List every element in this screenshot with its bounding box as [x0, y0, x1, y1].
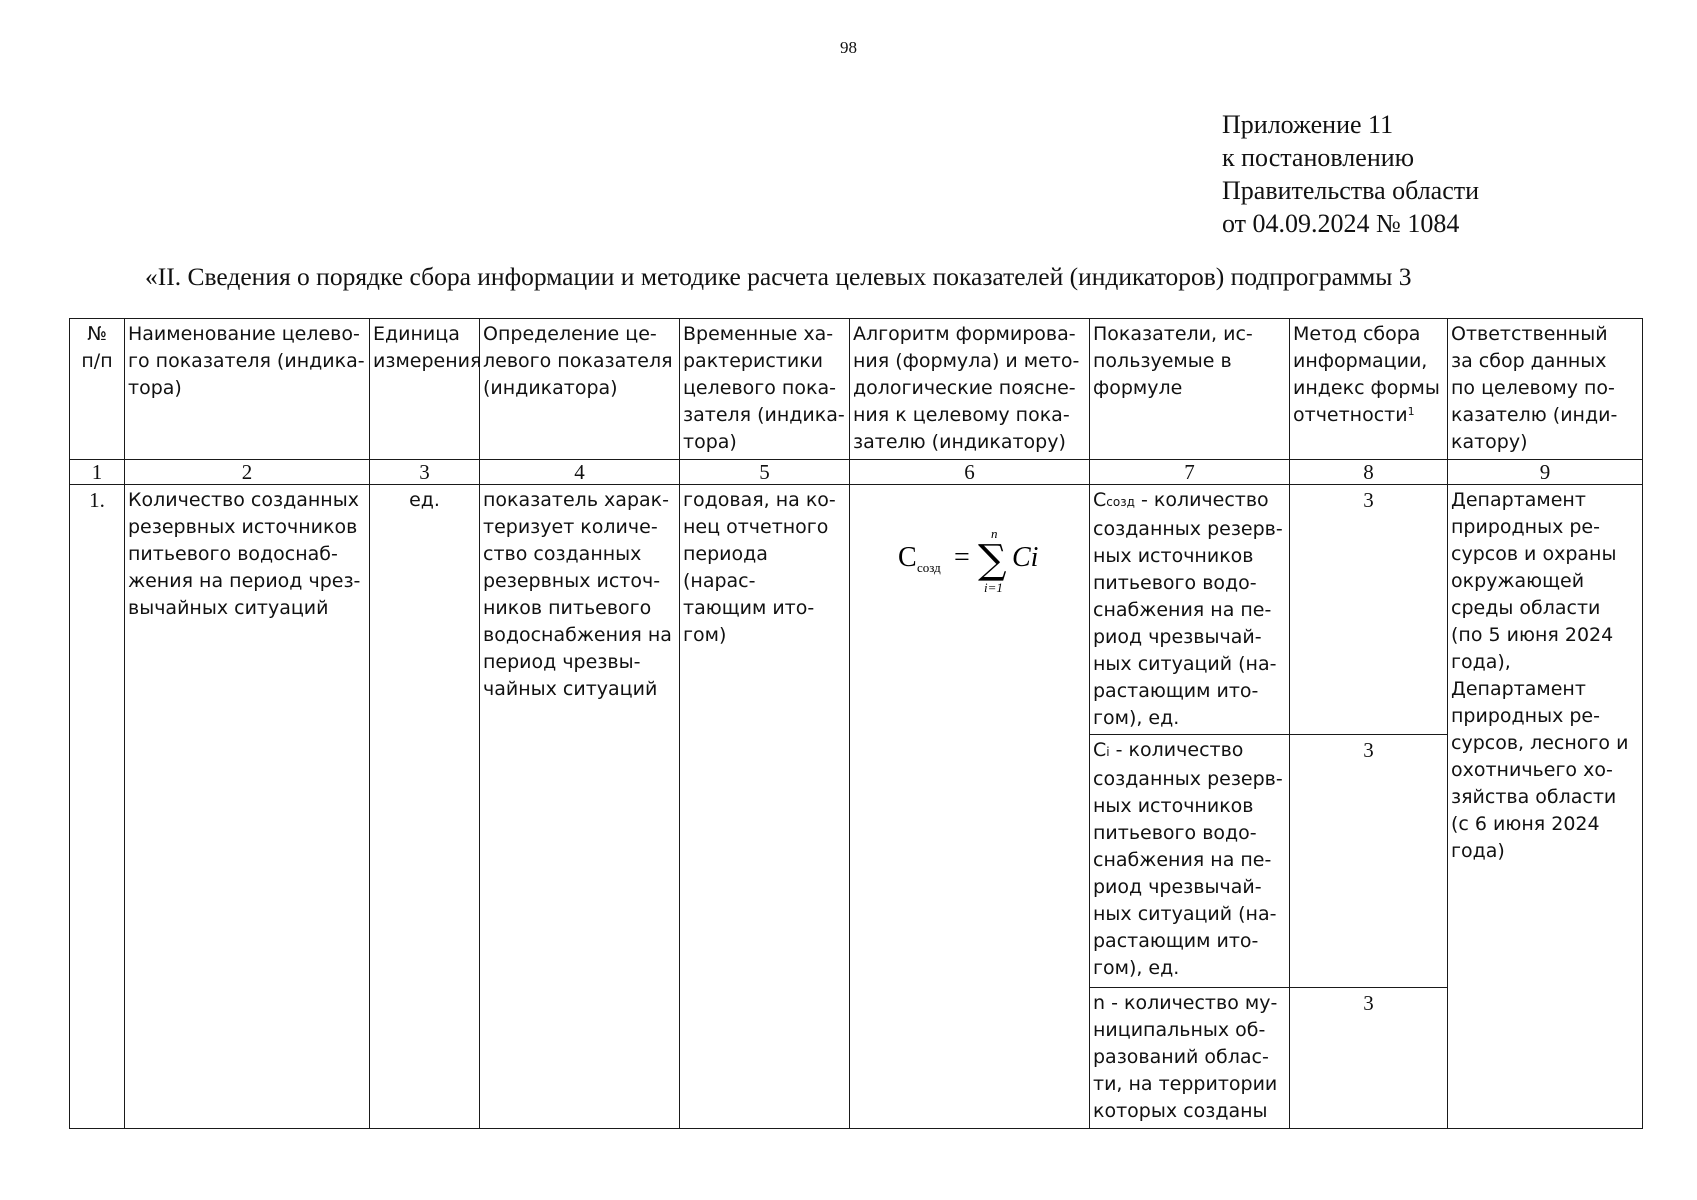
- column-number: 9: [1448, 460, 1643, 485]
- table-header-row: [70, 319, 1643, 460]
- variable-symbol-sub: созд: [1106, 495, 1135, 509]
- formula-lhs-sub: созд: [916, 560, 941, 575]
- header-cell-unit: Единица измерения: [370, 319, 480, 460]
- header-cell-num: № п/п: [70, 319, 125, 460]
- column-number: 2: [125, 460, 370, 485]
- column-number: 3: [370, 460, 480, 485]
- indicators-table: [69, 318, 1643, 1129]
- document-title: «II. Сведения о порядке сбора информации и методике расчета целевых показателей (индикаторов) подпрограммы 3: [145, 262, 1412, 291]
- variable-symbol: С: [1093, 739, 1107, 761]
- column-number: 7: [1090, 460, 1290, 485]
- column-number: 4: [480, 460, 680, 485]
- header-cell-algorithm: Алгоритм формирова- ния (формула) и мето- дологические поясне- ния к целевому пока- зателю (индикатору): [850, 319, 1090, 460]
- header-cell-definition: Определение це- левого показателя (индикатора): [480, 319, 680, 460]
- formula-term: Ci: [1011, 542, 1038, 573]
- appendix-block: [1222, 108, 1479, 240]
- method-value: 3: [1290, 485, 1448, 735]
- column-number: 6: [850, 460, 1090, 485]
- indicator-variable-cell: [1090, 485, 1290, 735]
- indicator-unit: ед.: [370, 485, 480, 1129]
- sum-formula: [890, 526, 1050, 596]
- formula-cell: [850, 485, 1090, 1129]
- header-cell-indicators: Показатели, ис- пользуемые в формуле: [1090, 319, 1290, 460]
- header-cell-name: Наименование целево- го показателя (индика- тора): [125, 319, 370, 460]
- column-number: 8: [1290, 460, 1448, 485]
- appendix-line: Приложение 11: [1222, 110, 1394, 139]
- variable-description: - количество созданных резерв- ных источников питьевого водо- снабжения на пе- риод чрезвычай- ных ситуаций (на- растающим ито- гом), ед.: [1093, 489, 1283, 729]
- header-cell-responsible: Ответственный за сбор данных по целевому по- казателю (инди- катору): [1448, 319, 1643, 460]
- indicator-variable-cell: [1090, 988, 1290, 1129]
- formula-sum-upper: n: [990, 526, 997, 541]
- formula-equals: =: [953, 542, 970, 573]
- method-value: 3: [1290, 735, 1448, 988]
- indicator-timing: годовая, на ко- нец отчетного периода (нарас- тающим ито- гом): [680, 485, 850, 1129]
- indicator-name: Количество созданных резервных источников питьевого водоснаб- жения на период чрез- вычайных ситуаций: [125, 485, 370, 1129]
- formula-sum-symbol: ∑: [977, 537, 1007, 583]
- formula-lhs: С: [897, 542, 917, 573]
- appendix-line: Правительства области: [1222, 176, 1480, 205]
- variable-symbol: n: [1093, 992, 1106, 1014]
- indicator-definition: показатель харак- теризует количе- ство созданных резервных источ- ников питьевого водоснабжения на период чрезвы- чайных ситуаций: [480, 485, 680, 1129]
- variable-symbol-sub: i: [1106, 745, 1110, 759]
- responsible-cell: Департамент природных ре- сурсов и охраны окружающей среды области (по 5 июня 2024 года), Департамент природных ре- сурсов, лесного и охотничьего хо- зяйства области (с 6 июня 2024 года): [1448, 485, 1643, 1129]
- variable-description: - количество созданных резерв- ных источников питьевого водо- снабжения на пе- риод чрезвычай- ных ситуаций (на- растающим ито- гом), ед.: [1093, 739, 1283, 979]
- table-row: [70, 485, 1643, 735]
- variable-description: - количество му- ниципальных об- разований облас- ти, на территории которых созданы: [1093, 992, 1278, 1122]
- header-cell-method: [1290, 319, 1448, 460]
- method-value: 3: [1290, 988, 1448, 1129]
- header-method-text: Метод сбора информации, индекс формы отчетности: [1293, 323, 1440, 426]
- appendix-line: от 04.09.2024 № 1084: [1222, 209, 1460, 238]
- formula-sum-lower: i=1: [983, 580, 1003, 595]
- column-number: 1: [70, 460, 125, 485]
- column-numbers-row: [70, 460, 1643, 485]
- variable-symbol: С: [1093, 489, 1107, 511]
- appendix-line: к постановлению: [1222, 143, 1415, 172]
- indicator-variable-cell: [1090, 735, 1290, 988]
- row-number: 1.: [70, 485, 125, 1129]
- footnote-marker: 1: [1407, 405, 1415, 418]
- column-number: 5: [680, 460, 850, 485]
- header-cell-timing: Временные ха- рактеристики целевого пока- зателя (индика- тора): [680, 319, 850, 460]
- page-number: 98: [840, 38, 857, 57]
